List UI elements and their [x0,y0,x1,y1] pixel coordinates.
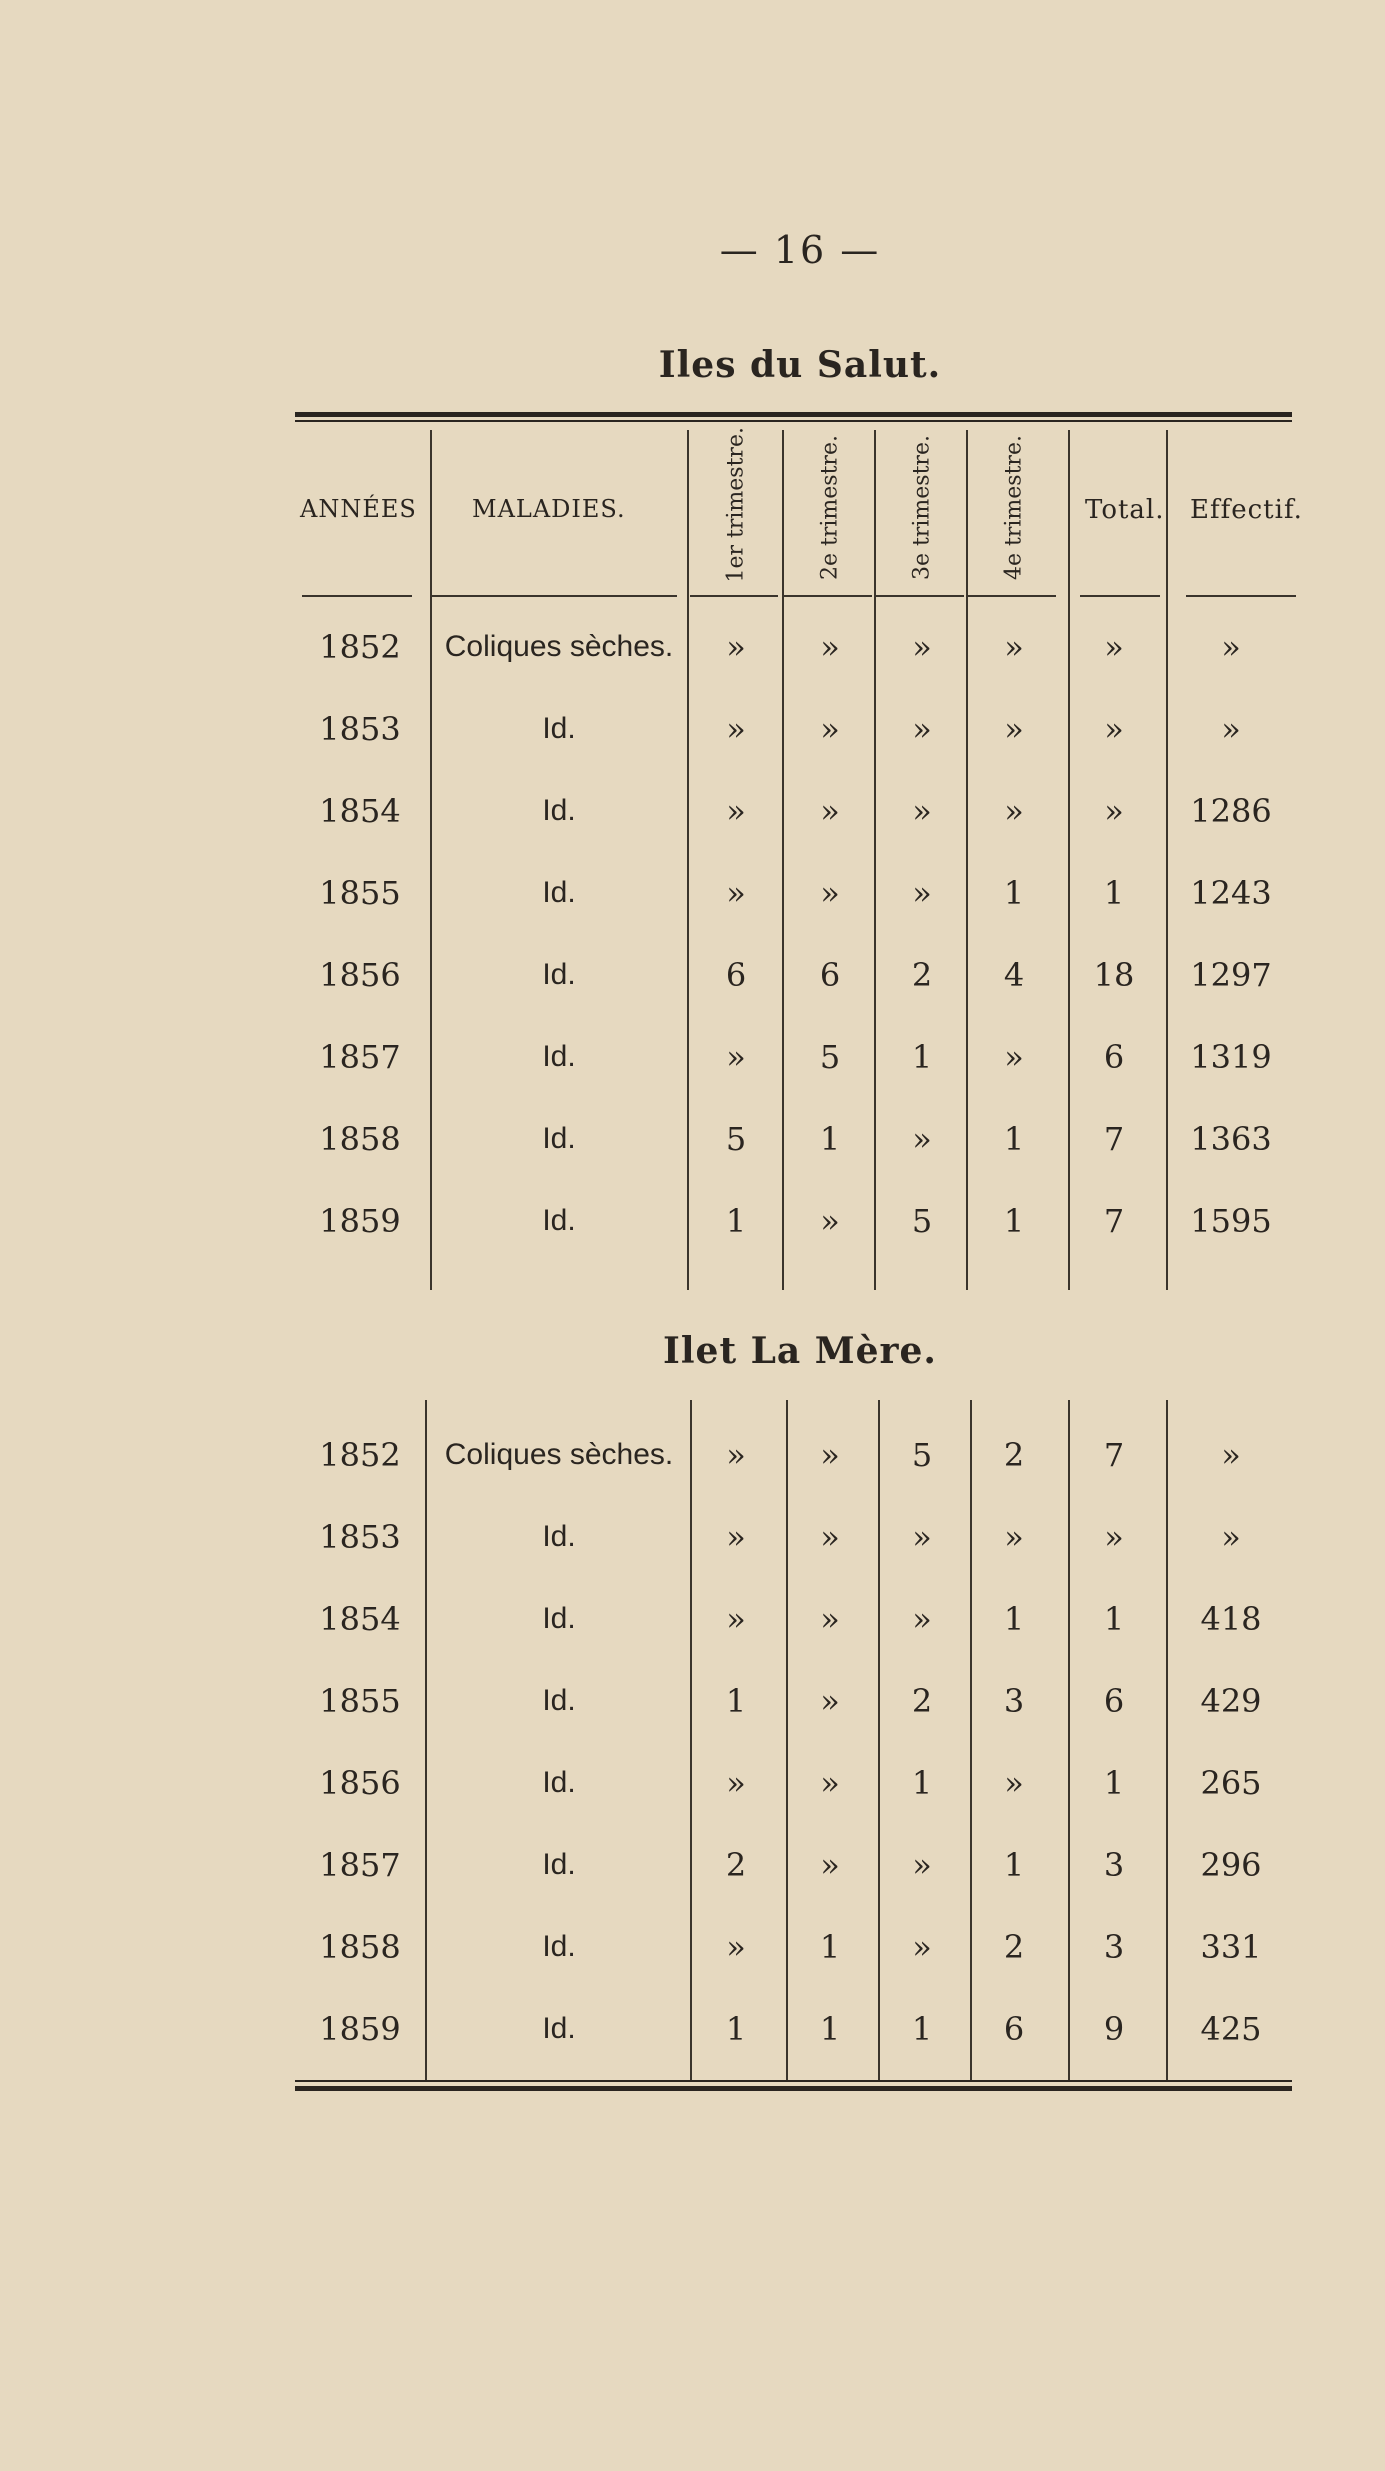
cell-q3: » [912,1928,932,1966]
cell-q3: » [912,1120,932,1158]
cell-q4: » [1004,792,1024,830]
cell-effectif: 1243 [1190,874,1272,912]
cell-maladie: Id. [542,712,576,745]
cell-q1: 2 [725,1846,747,1884]
table-row [0,945,1385,1005]
cell-q3: 2 [911,956,933,994]
cell-q2: » [820,1764,840,1802]
cell-q2: » [820,1600,840,1638]
table-row [0,1507,1385,1567]
cell-q4: » [1004,1764,1024,1802]
cell-year: 1855 [319,874,401,912]
cell-effectif: » [1221,628,1241,666]
bottom-rule-thin [295,2080,1292,2082]
cell-effectif: 1297 [1190,956,1272,994]
table-row [0,1835,1385,1895]
page-number: — 16 — [719,228,881,272]
cell-effectif: » [1221,710,1241,748]
cell-effectif: 1319 [1190,1038,1272,1076]
cell-q1: » [726,710,746,748]
cell-q3: 1 [911,1764,933,1802]
cell-q4: 1 [1003,1120,1025,1158]
cell-maladie: Id. [542,1122,576,1155]
cell-q4: 1 [1003,874,1025,912]
header-effectif: Effectif. [1190,495,1303,525]
cell-maladie: Id. [542,1848,576,1881]
cell-total: 9 [1103,2010,1125,2048]
cell-total: 6 [1103,1038,1125,1076]
column-rule [878,1400,880,2080]
cell-year: 1854 [319,1600,401,1638]
cell-effectif: 1363 [1190,1120,1272,1158]
header-underline [784,595,872,597]
header-underline [1186,595,1296,597]
cell-q2: » [820,792,840,830]
cell-maladie: Id. [542,2012,576,2045]
cell-total: » [1104,710,1124,748]
cell-q2: » [820,874,840,912]
cell-year: 1852 [319,628,401,666]
cell-year: 1852 [319,1436,401,1474]
cell-q1: 5 [725,1120,747,1158]
cell-total: 7 [1103,1202,1125,1240]
table-row [0,781,1385,841]
top-rule-thin [295,420,1292,422]
cell-q1: » [726,1600,746,1638]
cell-maladie: Id. [542,1040,576,1073]
column-rule [1068,1400,1070,2080]
cell-maladie: Id. [542,794,576,827]
cell-maladie: Id. [542,958,576,991]
cell-year: 1858 [319,1928,401,1966]
cell-maladie: Coliques sèches. [444,1438,674,1471]
cell-effectif: 425 [1200,2010,1262,2048]
cell-effectif: 429 [1200,1682,1262,1720]
cell-q4: 2 [1003,1928,1025,1966]
column-rule [970,1400,972,2080]
cell-q2: 1 [819,1120,841,1158]
cell-year: 1856 [319,956,401,994]
table-row [0,863,1385,923]
cell-q2: 1 [819,1928,841,1966]
cell-q3: » [912,792,932,830]
column-rule [786,1400,788,2080]
header-q4: 4e trimestre. [1001,435,1027,580]
cell-q1: » [726,1928,746,1966]
table-row [0,1917,1385,1977]
cell-q1: » [726,1518,746,1556]
cell-q1: » [726,874,746,912]
table-row [0,1027,1385,1087]
cell-q4: 3 [1003,1682,1025,1720]
cell-q4: 1 [1003,1202,1025,1240]
cell-total: 6 [1103,1682,1125,1720]
cell-total: 7 [1103,1120,1125,1158]
section-title-ilet-la-mere: Ilet La Mère. [663,1330,937,1372]
cell-effectif: » [1221,1518,1241,1556]
cell-q1: » [726,628,746,666]
cell-maladie: Id. [542,1520,576,1553]
cell-year: 1856 [319,1764,401,1802]
cell-effectif: 265 [1200,1764,1262,1802]
cell-q1: » [726,1436,746,1474]
header-annees: ANNÉES [300,495,417,523]
cell-effectif: 1286 [1190,792,1272,830]
header-underline [876,595,964,597]
cell-q2: » [820,1518,840,1556]
cell-q3: » [912,874,932,912]
column-rule [690,1400,692,2080]
cell-total: 1 [1103,1764,1125,1802]
cell-total: 3 [1103,1928,1125,1966]
cell-q2: 5 [819,1038,841,1076]
cell-q3: 5 [911,1202,933,1240]
cell-q4: » [1004,1038,1024,1076]
cell-total: » [1104,792,1124,830]
cell-effectif: 296 [1200,1846,1262,1884]
bottom-rule [295,2086,1292,2091]
cell-maladie: Id. [542,1204,576,1237]
cell-effectif: » [1221,1436,1241,1474]
cell-q4: 2 [1003,1436,1025,1474]
table-row [0,1109,1385,1169]
cell-total: 7 [1103,1436,1125,1474]
cell-effectif: 418 [1200,1600,1262,1638]
cell-q4: » [1004,628,1024,666]
section-title-iles-du-salut: Iles du Salut. [658,344,942,386]
cell-year: 1857 [319,1846,401,1884]
cell-maladie: Id. [542,1602,576,1635]
cell-total: » [1104,1518,1124,1556]
cell-q3: 1 [911,2010,933,2048]
header-total: Total. [1085,495,1165,525]
header-q3: 3e trimestre. [909,435,935,580]
table-row [0,1425,1385,1485]
cell-q1: 6 [725,956,747,994]
cell-year: 1859 [319,1202,401,1240]
header-underline [432,595,677,597]
cell-q3: » [912,710,932,748]
header-underline [690,595,778,597]
cell-q4: » [1004,710,1024,748]
cell-year: 1854 [319,792,401,830]
cell-q2: 6 [819,956,841,994]
table-row [0,1753,1385,1813]
cell-q3: » [912,1600,932,1638]
cell-year: 1858 [319,1120,401,1158]
cell-q1: 1 [725,2010,747,2048]
column-rule [1166,1400,1168,2080]
top-rule [295,412,1292,417]
cell-q2: » [820,1682,840,1720]
cell-q3: 1 [911,1038,933,1076]
cell-q3: 5 [911,1436,933,1474]
cell-total: 1 [1103,1600,1125,1638]
cell-q4: 1 [1003,1846,1025,1884]
table-row [0,1191,1385,1251]
cell-total: » [1104,628,1124,666]
cell-q2: » [820,710,840,748]
table-row [0,1999,1385,2059]
cell-q4: » [1004,1518,1024,1556]
cell-year: 1853 [319,710,401,748]
cell-effectif: 331 [1200,1928,1262,1966]
header-q2: 2e trimestre. [817,435,843,580]
cell-q3: 2 [911,1682,933,1720]
cell-effectif: 1595 [1190,1202,1272,1240]
cell-q2: » [820,628,840,666]
cell-q3: » [912,1518,932,1556]
header-underline [302,595,412,597]
cell-q4: 1 [1003,1600,1025,1638]
cell-maladie: Id. [542,1684,576,1717]
table-row [0,617,1385,677]
header-maladies: MALADIES. [472,495,626,523]
cell-q2: » [820,1436,840,1474]
cell-year: 1859 [319,2010,401,2048]
table-row [0,1671,1385,1731]
cell-maladie: Id. [542,1766,576,1799]
cell-q1: 1 [725,1682,747,1720]
cell-total: 1 [1103,874,1125,912]
cell-q3: » [912,628,932,666]
table-row [0,1589,1385,1649]
column-rule [425,1400,427,2080]
cell-q2: » [820,1846,840,1884]
cell-year: 1857 [319,1038,401,1076]
cell-q1: » [726,1038,746,1076]
cell-q1: » [726,1764,746,1802]
header-underline [1080,595,1160,597]
cell-maladie: Id. [542,876,576,909]
cell-maladie: Id. [542,1930,576,1963]
cell-year: 1855 [319,1682,401,1720]
cell-maladie: Coliques sèches. [444,630,674,663]
header-underline [968,595,1056,597]
cell-q2: 1 [819,2010,841,2048]
header-q1: 1er trimestre. [723,427,749,583]
cell-year: 1853 [319,1518,401,1556]
cell-total: 18 [1093,956,1135,994]
cell-q1: 1 [725,1202,747,1240]
cell-q4: 6 [1003,2010,1025,2048]
cell-q1: » [726,792,746,830]
cell-q2: » [820,1202,840,1240]
cell-q3: » [912,1846,932,1884]
cell-total: 3 [1103,1846,1125,1884]
cell-q4: 4 [1003,956,1025,994]
table-row [0,699,1385,759]
